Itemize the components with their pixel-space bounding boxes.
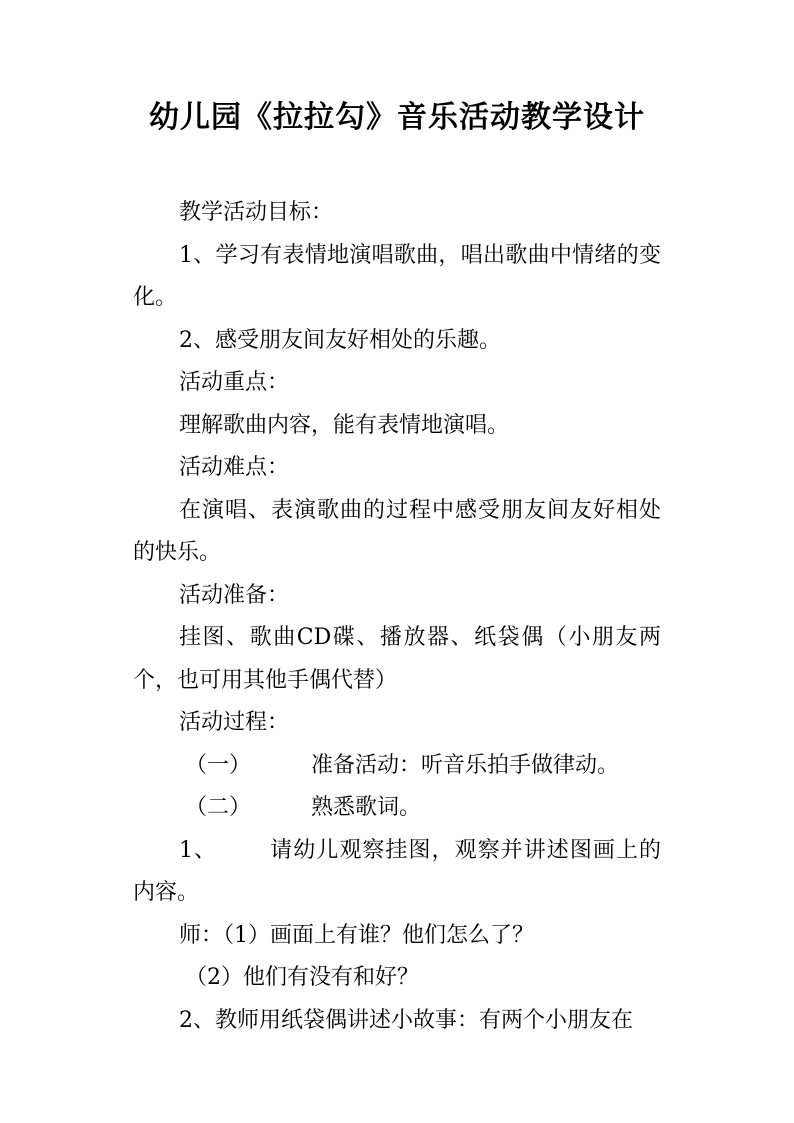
step-2-number: （二） bbox=[185, 795, 252, 820]
item-1-number: 1、 bbox=[179, 837, 218, 863]
difficulty-paragraph: 在演唱、表演歌曲的过程中感受朋友间友好相处的快乐。 bbox=[133, 497, 661, 565]
step-1-number: （一） bbox=[185, 752, 252, 778]
question-2-paragraph: （2）他们有没有和好？ bbox=[185, 965, 419, 990]
step-2-text: 熟悉歌词。 bbox=[311, 795, 422, 820]
step-1-paragraph bbox=[133, 745, 661, 788]
item-2-paragraph: 2、教师用纸袋偶讲述小故事：有两个小朋友在 bbox=[179, 1007, 633, 1033]
goal-1-paragraph: 1、学习有表情地演唱歌曲，唱出歌曲中情绪的变化。 bbox=[133, 242, 661, 310]
document-title: 幼儿园《拉拉勾》音乐活动教学设计 bbox=[149, 100, 645, 135]
goals-heading: 教学活动目标： bbox=[179, 200, 334, 225]
prep-heading: 活动准备： bbox=[179, 582, 290, 608]
question-1-paragraph: 师：（1）画面上有谁？他们怎么了？ bbox=[179, 922, 534, 948]
step-1-text: 准备活动：听音乐拍手做律动。 bbox=[311, 752, 620, 778]
item-1-paragraph bbox=[133, 830, 661, 915]
item-1-text: 请幼儿观察挂图，观察并讲述图画上的内容。 bbox=[133, 837, 661, 905]
step-2-paragraph bbox=[133, 787, 661, 830]
key-heading: 活动重点： bbox=[179, 370, 290, 395]
difficulty-heading: 活动难点： bbox=[179, 455, 290, 480]
process-heading: 活动过程： bbox=[179, 710, 290, 735]
prep-paragraph: 挂图、歌曲CD碟、播放器、纸袋偶（小朋友两个，也可用其他手偶代替） bbox=[133, 625, 661, 693]
goal-2-paragraph: 2、感受朋友间友好相处的乐趣。 bbox=[179, 327, 501, 353]
document-body bbox=[133, 192, 661, 1042]
key-paragraph: 理解歌曲内容，能有表情地演唱。 bbox=[179, 412, 510, 438]
